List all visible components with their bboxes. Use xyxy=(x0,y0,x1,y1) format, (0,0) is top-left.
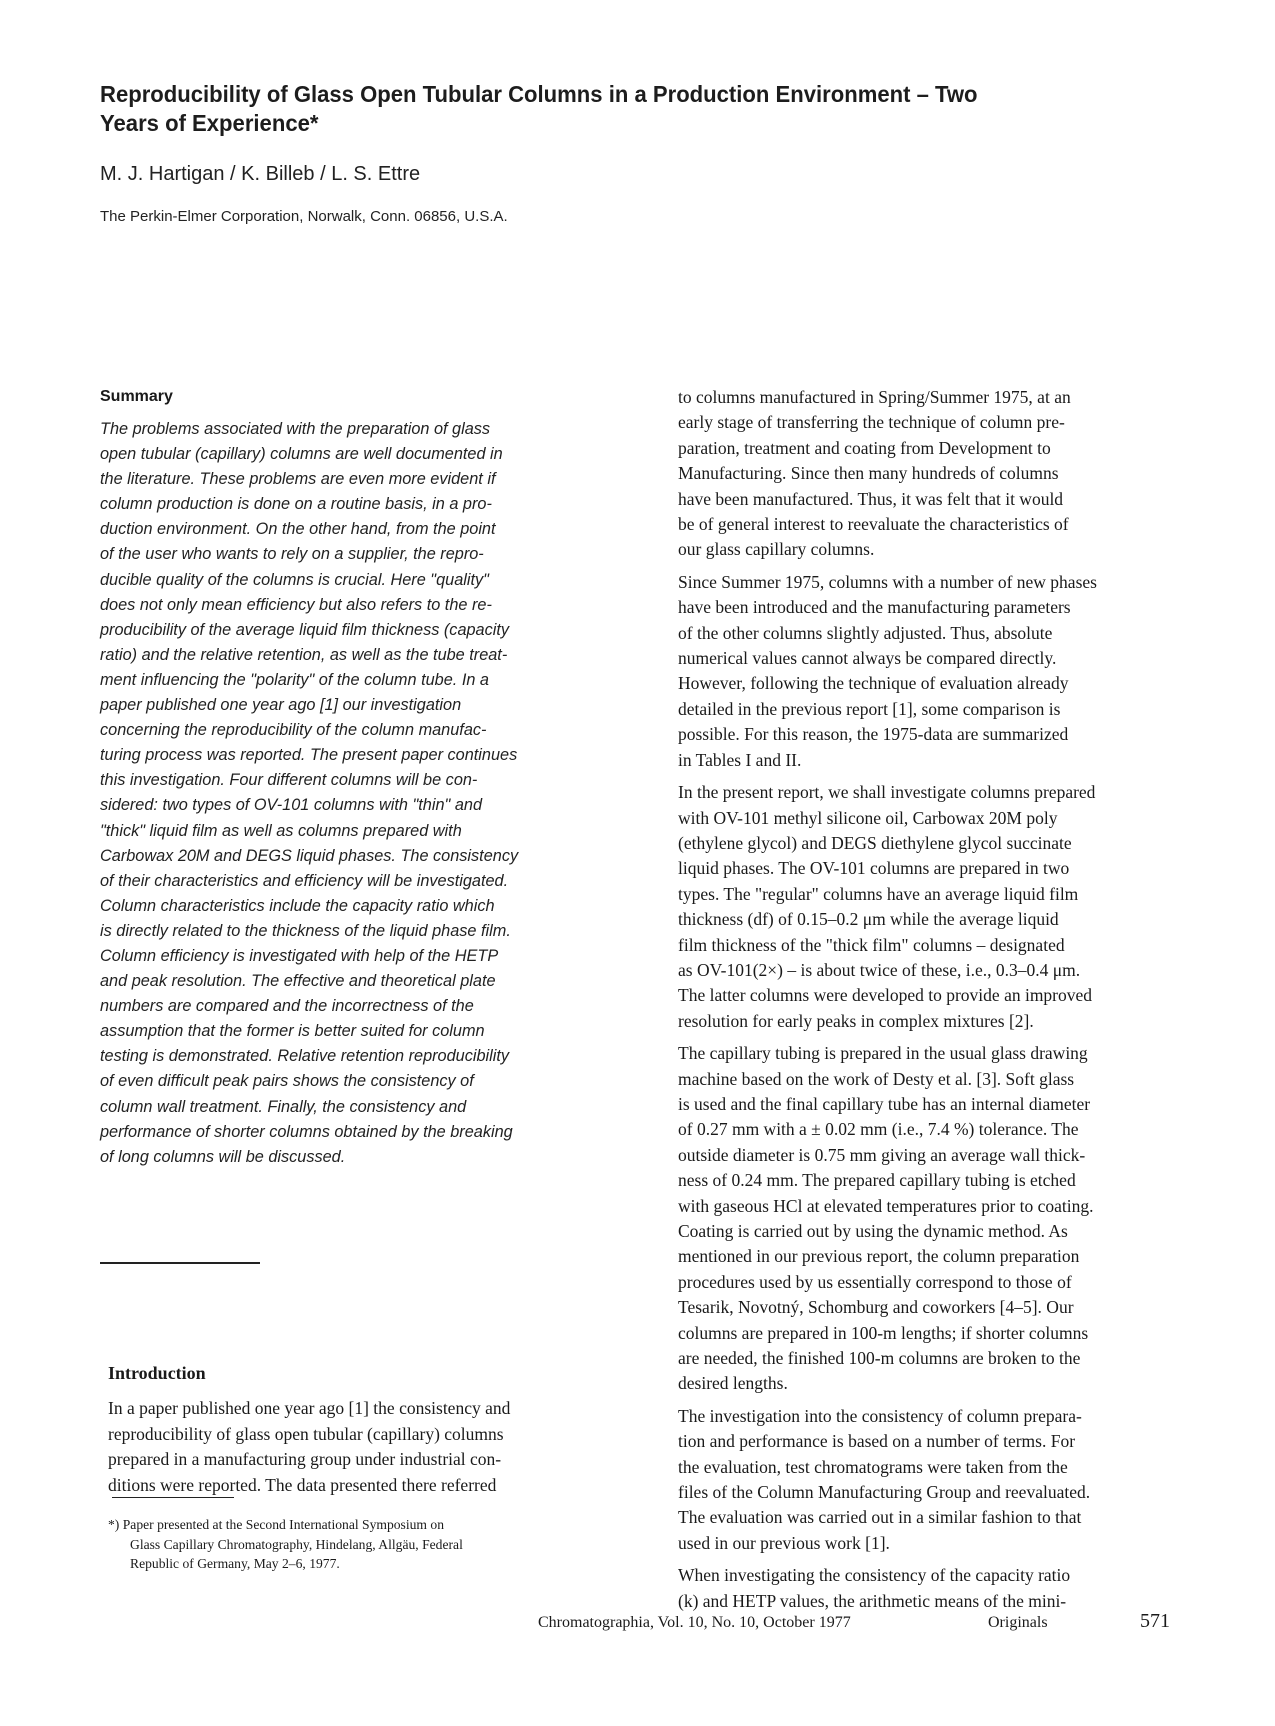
paragraph-line: in Tables I and II. xyxy=(678,749,802,770)
paragraph-line: with OV-101 methyl silicone oil, Carbowax 20M poly xyxy=(678,807,1058,828)
summary-line: Column efficiency is investigated with help of the HETP xyxy=(100,946,499,965)
paragraph-line: have been manufactured. Thus, it was felt that it would xyxy=(678,488,1064,509)
summary-line: of the user who wants to rely on a supplier, the repro- xyxy=(100,545,484,564)
summary-line: and peak resolution. The effective and theoretical plate xyxy=(100,972,496,991)
introduction-body xyxy=(108,1396,608,1498)
paragraph xyxy=(678,570,1198,773)
paragraph-line: files of the Column Manufacturing Group and reevaluated. xyxy=(678,1482,1091,1503)
summary-line: the literature. These problems are even more evident if xyxy=(100,470,496,489)
paragraph xyxy=(678,1041,1198,1397)
summary-line: assumption that the former is better suited for column xyxy=(100,1022,485,1041)
paragraph-line: thickness (df) of 0.15–0.2 μm while the average liquid xyxy=(678,909,1059,930)
paragraph-line: procedures used by us essentially correspond to those of xyxy=(678,1271,1072,1292)
footnote xyxy=(108,1515,608,1574)
summary-line: "thick" liquid film as well as columns prepared with xyxy=(100,821,462,840)
summary-line: concerning the reproducibility of the column manufac- xyxy=(100,721,487,740)
paragraph-line: used in our previous work [1]. xyxy=(678,1532,890,1553)
paragraph-line: possible. For this reason, the 1975-data are summarized xyxy=(678,724,1069,745)
summary-line: column production is done on a routine basis, in a pro- xyxy=(100,495,492,514)
paragraph-line: Manufacturing. Since then many hundreds of columns xyxy=(678,463,1059,484)
journal-citation: Chromatographia, Vol. 10, No. 10, October 1977 xyxy=(538,1614,851,1631)
summary-line: does not only mean efficiency but also refers to the re- xyxy=(100,595,492,614)
paragraph-line: early stage of transferring the technique of column pre- xyxy=(678,412,1065,433)
paragraph-line: numerical values cannot always be compared directly. xyxy=(678,648,1057,669)
introduction-line: reproducibility of glass open tubular (capillary) columns xyxy=(108,1423,504,1444)
paragraph-line: types. The "regular" columns have an average liquid film xyxy=(678,883,1079,904)
paragraph-line: (k) and HETP values, the arithmetic means of the mini- xyxy=(678,1590,1067,1611)
paragraph-line: The investigation into the consistency of column prepara- xyxy=(678,1405,1082,1426)
summary-line: ducible quality of the columns is crucial. Here "quality" xyxy=(100,570,489,589)
paragraph-line: ness of 0.24 mm. The prepared capillary tubing is etched xyxy=(678,1170,1076,1191)
paragraph-line: detailed in the previous report [1], some comparison is xyxy=(678,698,1061,719)
paragraph-line: Since Summer 1975, columns with a number of new phases xyxy=(678,571,1097,592)
author-list: M. J. Hartigan / K. Billeb / L. S. Ettre xyxy=(100,163,421,185)
paragraph-line: tion and performance is based on a number of terms. For xyxy=(678,1431,1076,1452)
paragraph-line: have been introduced and the manufacturing parameters xyxy=(678,597,1071,618)
summary-line: producibility of the average liquid film thickness (capacity xyxy=(100,620,510,639)
paragraph xyxy=(678,1404,1198,1556)
paragraph-line: resolution for early peaks in complex mixtures [2]. xyxy=(678,1010,1034,1031)
paragraph-line: mentioned in our previous report, the column preparation xyxy=(678,1246,1080,1267)
summary-line: paper published one year ago [1] our investigation xyxy=(100,696,462,715)
summary-line: this investigation. Four different columns will be con- xyxy=(100,771,478,790)
summary-line: is directly related to the thickness of the liquid phase film. xyxy=(100,921,511,940)
summary-line: turing process was reported. The present paper continues xyxy=(100,746,518,765)
summary-line: The problems associated with the preparation of glass xyxy=(100,420,491,438)
paragraph-line: desired lengths. xyxy=(678,1373,788,1394)
paragraph-line: When investigating the consistency of the capacity ratio xyxy=(678,1565,1071,1586)
summary-line: duction environment. On the other hand, from the point xyxy=(100,520,496,539)
summary-line: ratio) and the relative retention, as well as the tube treat- xyxy=(100,645,508,664)
right-column-body xyxy=(678,385,1198,1621)
paragraph-line: paration, treatment and coating from Development to xyxy=(678,437,1051,458)
summary-line: of even difficult peak pairs shows the consistency of xyxy=(100,1072,474,1091)
paragraph-line: of 0.27 mm with a ± 0.02 mm (i.e., 7.4 %) tolerance. The xyxy=(678,1119,1079,1140)
footnote-line: Glass Capillary Chromatography, Hindelang, Allgäu, Federal xyxy=(130,1536,463,1552)
paragraph-line: The capillary tubing is prepared in the usual glass drawing xyxy=(678,1043,1088,1064)
paragraph-line: is used and the final capillary tube has an internal diameter xyxy=(678,1093,1091,1114)
paragraph-line: with gaseous HCl at elevated temperatures prior to coating. xyxy=(678,1195,1094,1216)
paragraph-line: machine based on the work of Desty et al. [3]. Soft glass xyxy=(678,1068,1075,1089)
paper-title: Reproducibility of Glass Open Tubular Columns in a Production Environment – Two Years of Experience* xyxy=(100,81,978,136)
paragraph-line: outside diameter is 0.75 mm giving an average wall thick- xyxy=(678,1144,1086,1165)
paragraph-line: as OV-101(2×) – is about twice of these, i.e., 0.3–0.4 μm. xyxy=(678,959,1081,980)
summary-heading: Summary xyxy=(100,388,173,405)
page-number: 571 xyxy=(1140,1610,1170,1632)
paragraph-line: are needed, the finished 100-m columns are broken to the xyxy=(678,1348,1081,1369)
paragraph xyxy=(678,1563,1198,1614)
section-label: Originals xyxy=(988,1614,1048,1631)
summary-line: testing is demonstrated. Relative retention reproducibility xyxy=(100,1047,510,1066)
paragraph-line: of the other columns slightly adjusted. Thus, absolute xyxy=(678,622,1053,643)
paragraph xyxy=(678,780,1198,1034)
summary-line: sidered: two types of OV-101 columns with "thin" and xyxy=(100,796,482,815)
paragraph-line: columns are prepared in 100-m lengths; if shorter columns xyxy=(678,1322,1089,1343)
summary-line: ment influencing the "polarity" of the column tube. In a xyxy=(100,670,489,689)
affiliation: The Perkin-Elmer Corporation, Norwalk, Conn. 06856, U.S.A. xyxy=(100,208,508,225)
introduction-line: In a paper published one year ago [1] the consistency and xyxy=(108,1398,511,1418)
paragraph-line: In the present report, we shall investigate columns prepared xyxy=(678,782,1096,803)
paragraph-line: liquid phases. The OV-101 columns are prepared in two xyxy=(678,858,1070,879)
summary-line: open tubular (capillary) columns are well documented in xyxy=(100,445,503,464)
footnote-line: Republic of Germany, May 2–6, 1977. xyxy=(130,1556,340,1571)
paragraph-line: film thickness of the "thick film" columns – designated xyxy=(678,934,1065,955)
summary-line: Carbowax 20M and DEGS liquid phases. The consistency xyxy=(100,846,519,865)
paragraph-line: Coating is carried out by using the dynamic method. As xyxy=(678,1221,1068,1241)
summary-line: Column characteristics include the capacity ratio which xyxy=(100,896,495,915)
footnote-divider xyxy=(112,1497,234,1498)
paragraph-line: The latter columns were developed to provide an improved xyxy=(678,985,1093,1006)
footnote-line: *) Paper presented at the Second International Symposium on xyxy=(108,1517,444,1532)
summary-line: performance of shorter columns obtained by the breaking xyxy=(100,1122,513,1141)
paragraph xyxy=(678,385,1198,563)
paragraph-line: our glass capillary columns. xyxy=(678,539,875,560)
summary-line: of long columns will be discussed. xyxy=(100,1147,346,1166)
paragraph-line: (ethylene glycol) and DEGS diethylene glycol succinate xyxy=(678,832,1072,853)
summary-body xyxy=(100,417,600,1170)
summary-line: numbers are compared and the incorrectness of the xyxy=(100,997,474,1016)
summary-line: of their characteristics and efficiency will be investigated. xyxy=(100,871,509,890)
paragraph-line: to columns manufactured in Spring/Summer 1975, at an xyxy=(678,387,1071,407)
introduction-heading: Introduction xyxy=(108,1363,206,1383)
paragraph-line: the evaluation, test chromatograms were taken from the xyxy=(678,1456,1068,1477)
introduction-line: prepared in a manufacturing group under industrial con- xyxy=(108,1449,502,1469)
paragraph-line: However, following the technique of evaluation already xyxy=(678,673,1069,694)
summary-line: column wall treatment. Finally, the consistency and xyxy=(100,1097,467,1116)
paragraph-line: be of general interest to reevaluate the characteristics of xyxy=(678,514,1069,535)
section-divider xyxy=(100,1262,260,1264)
introduction-line: ditions were reported. The data presented there referred xyxy=(108,1474,497,1495)
paragraph-line: Tesarik, Novotný, Schomburg and coworkers [4–5]. Our xyxy=(678,1297,1074,1318)
paragraph-line: The evaluation was carried out in a similar fashion to that xyxy=(678,1507,1082,1528)
